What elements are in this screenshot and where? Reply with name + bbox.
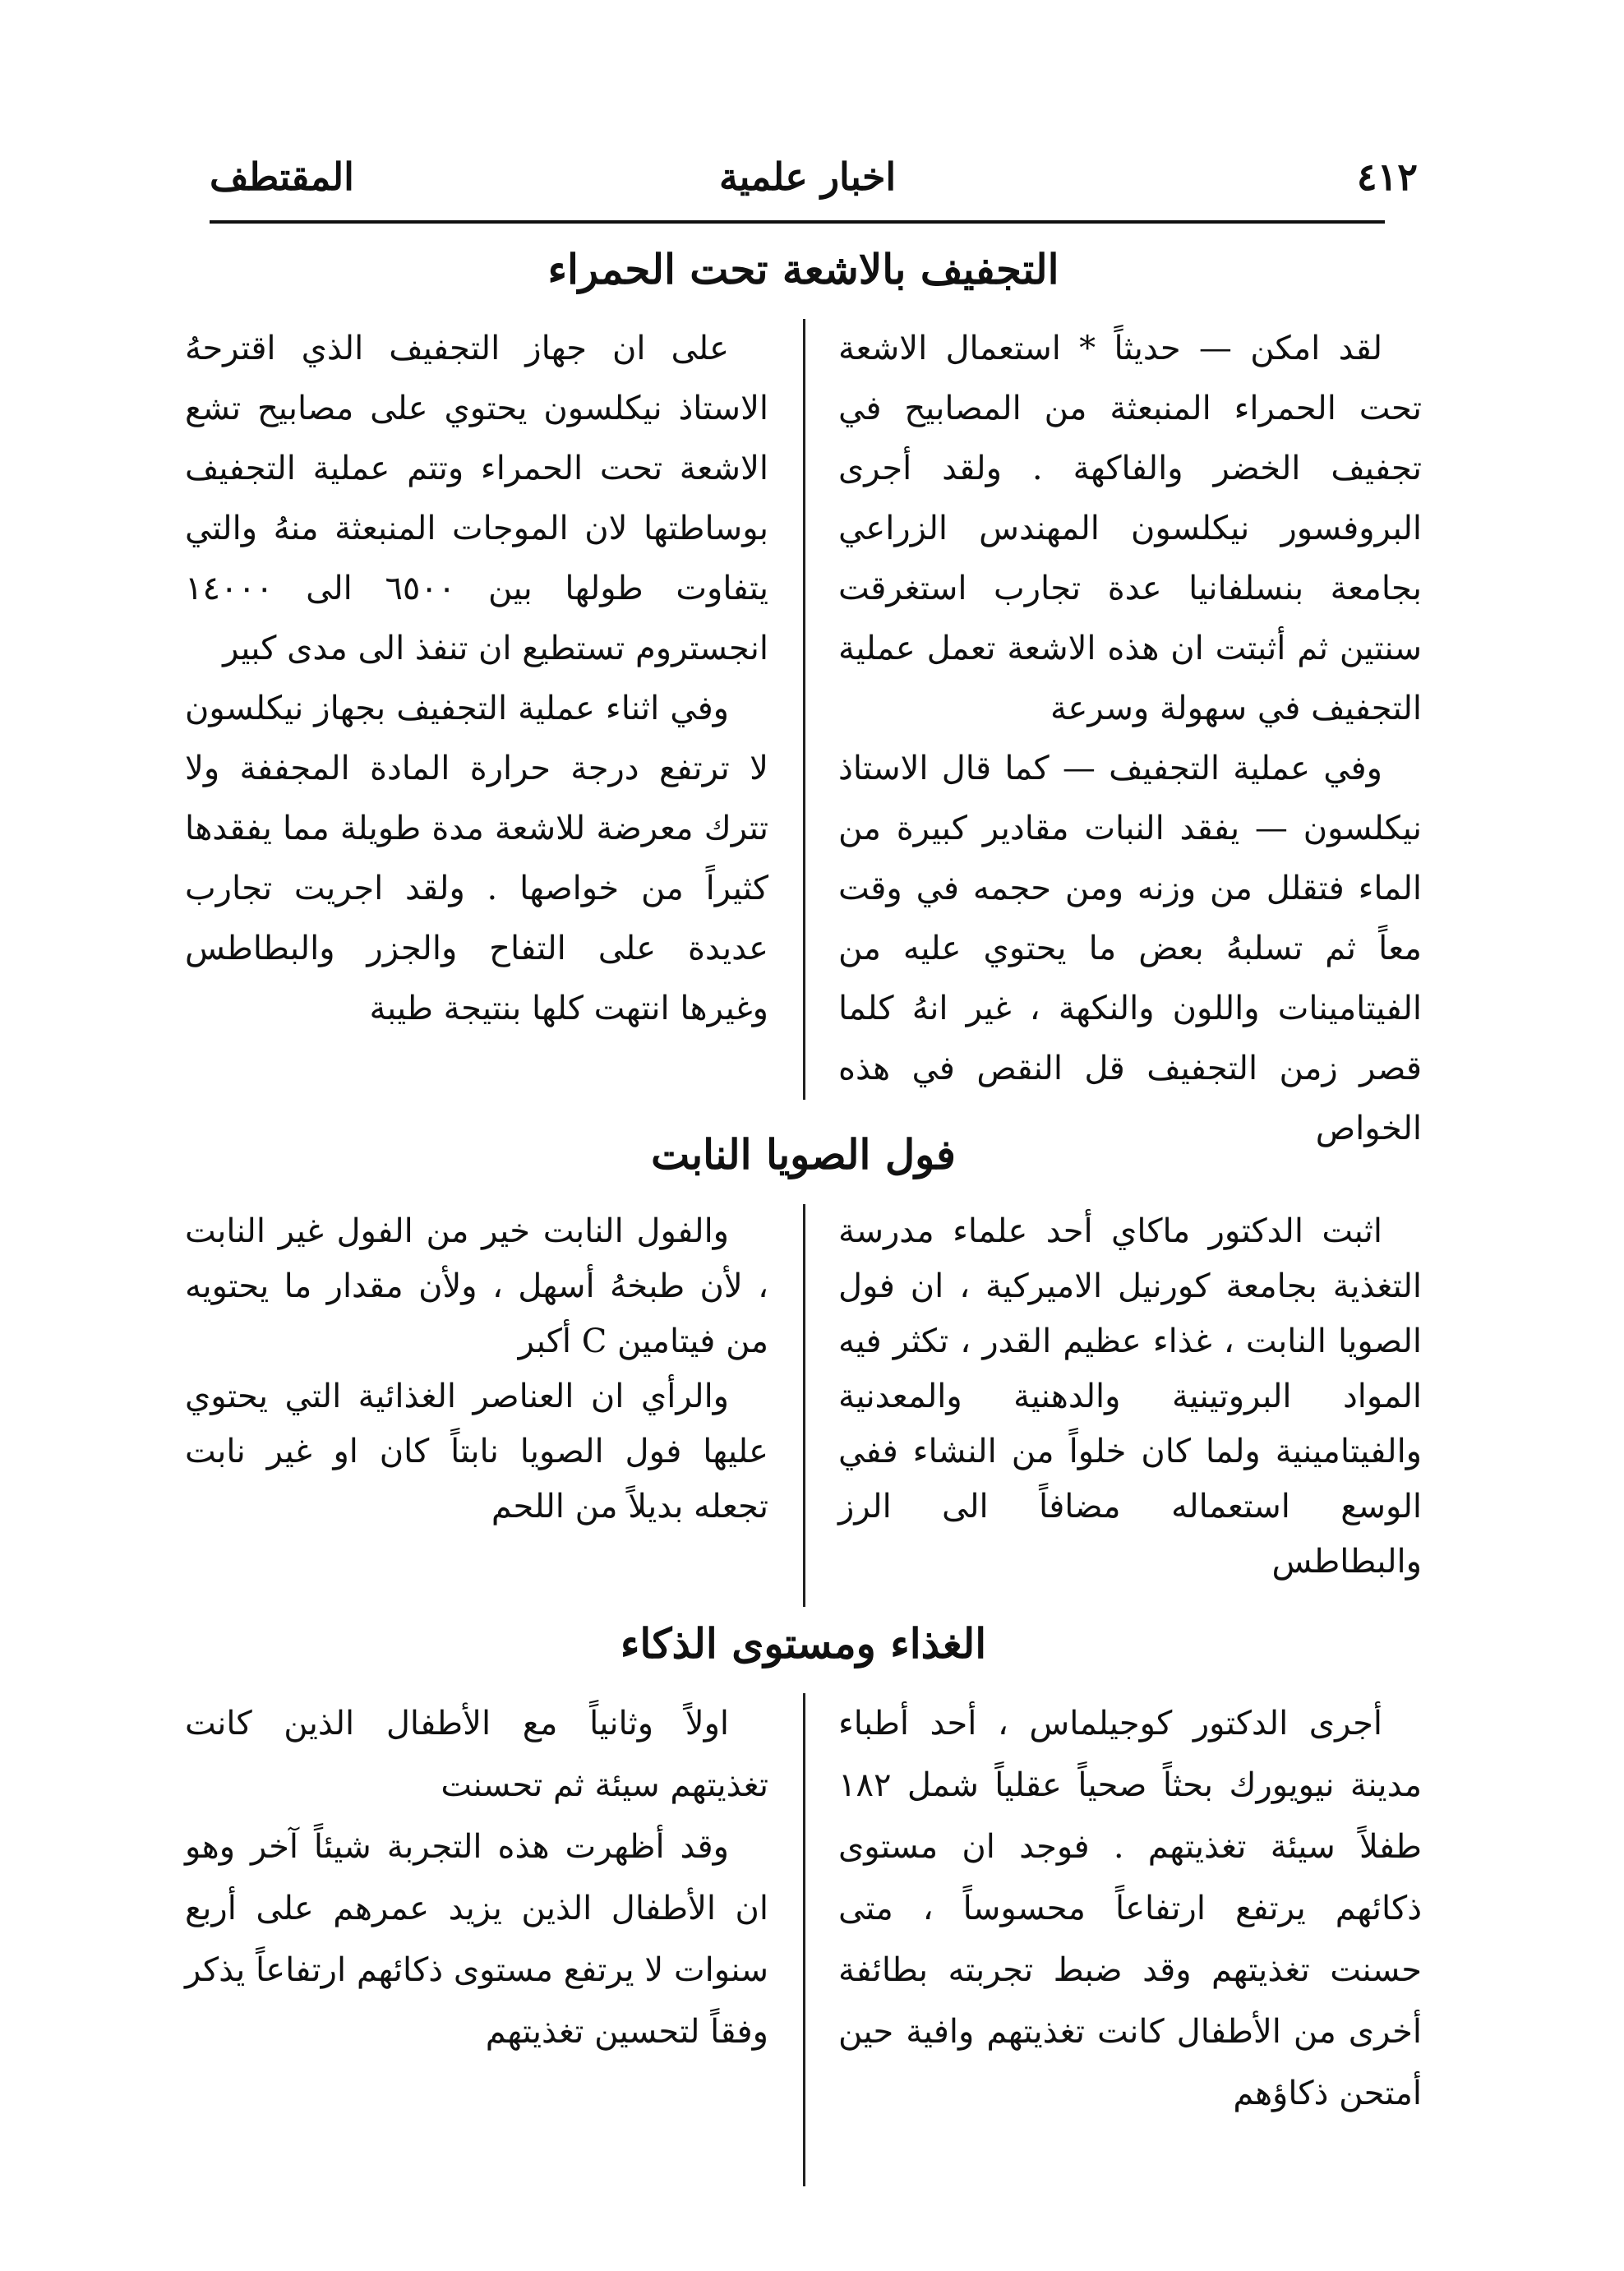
article-title: التجفيف بالاشعة تحت الحمراء (547, 245, 1059, 293)
column-divider (803, 1693, 805, 2186)
paragraph: وفي اثناء عملية التجفيف بجهاز نيكلسون لا ترتفع درجة حرارة المادة المجففة ولا تترك معرضة للاشعة مدة طويلة مما يفقدها كثيراً من خواصها . ولقد اجريت تجارب عديدة على التفاح والجزر والبطاطس وغيرها انتهت كلها بنتيجة طيبة (185, 690, 768, 1027)
paragraph: والرأي ان العناصر الغذائية التي يحتوي عليها فول الصويا نابتاً كان او غير نابت تجعله بديلاً من اللحم (185, 1378, 768, 1526)
article-food-and-intelligence (185, 1611, 1422, 2112)
page-number: ٤١٢ (1356, 155, 1418, 199)
article-sprouted-soybeans (185, 1122, 1422, 1581)
header-divider (210, 220, 1385, 224)
section-title: اخبار علمية (719, 155, 897, 199)
left-column (185, 1693, 768, 2063)
paragraph: على ان جهاز التجفيف الذي اقترحهُ الاستاذ نيكلسون يحتوي على مصابيح تشع الاشعة تحت الحمراء وتتم عملية التجفيف بوساطتها لان الموجات المنبعثة منهُ والتي يتفاوت طولها بين ٦٥٠٠ الى ١٤٠٠٠ انجستروم تستطيع ان تنفذ الى مدى كبير (185, 330, 768, 667)
article-title: فول الصويا النابت (651, 1130, 956, 1179)
paragraph: وقد أظهرت هذه التجربة شيئاً آخر وهو ان الأطفال الذين يزيد عمرهم على أربع سنوات لا يرتفع مستوى ذكائهم ارتفاعاً يذكر وفقاً لتحسين تغذيتهم (185, 1828, 768, 2051)
journal-name: المقتطف (210, 155, 354, 199)
column-divider (803, 319, 805, 1100)
article-infrared-drying (185, 237, 1422, 1147)
right-column (838, 319, 1422, 1159)
article-columns (185, 1204, 1422, 1607)
article-title: الغذاء ومستوى الذكاء (620, 1619, 987, 1668)
right-column (838, 1204, 1422, 1590)
paragraph: لقد امكن — حديثاً * استعمال الاشعة تحت الحمراء المنبعثة من المصابيح في تجفيف الخضر والفاكهة . ولقد أجرى البروفسور نيكلسون المهندس الزراعي بجامعة بنسلفانيا عدة تجارب استغرقت سنتين ثم أثبتت ان هذه الاشعة تعمل عملية التجفيف في سهولة وسرعة (838, 330, 1422, 727)
article-columns (185, 319, 1422, 1147)
column-divider (803, 1204, 805, 1607)
right-column (838, 1693, 1422, 2125)
left-column (185, 319, 768, 1039)
paragraph: وفي عملية التجفيف — كما قال الاستاذ نيكلسون — يفقد النبات مقادير كبيرة من الماء فتقلل من وزنه ومن حجمه في وقت معاً ثم تسلبهُ بعض ما يحتوي عليه من الفيتامينات واللون والنكهة ، غير انهُ كلما قصر زمن التجفيف قل النقص في هذه الخواص (838, 750, 1422, 1147)
article-columns (185, 1693, 1422, 2219)
paragraph: أجرى الدكتور كوجيلماس ، أحد أطباء مدينة نيويورك بحثاً صحياً عقلياً شمل ١٨٢ طفلاً سيئة تغذيتهم . فوجد ان مستوى ذكائهم يرتفع ارتفاعاً محسوساً ، متى حسنت تغذيتهم وقد ضبط تجربته بطائفة أخرى من الأطفال كانت تغذيتهم وافية حين أمتحن ذكاؤهم (838, 1705, 1422, 2112)
paragraph: اولاً وثانياً مع الأطفال الذين كانت تغذيتهم سيئة ثم تحسنت (185, 1705, 768, 1804)
paragraph: والفول النابت خير من الفول غير النابت ، لأن طبخهُ أسهل ، ولأن مقدار ما يحتويه من فيتامين C أكبر (185, 1212, 768, 1360)
running-header (210, 140, 1418, 214)
paragraph: اثبت الدكتور ماكاي أحد علماء مدرسة التغذية بجامعة كورنيل الاميركية ، ان فول الصويا النابت ، غذاء عظيم القدر ، تكثر فيه المواد البروتينية والدهنية والمعدنية والفيتامينية ولما كان خلواً من النشاء ففي الوسع استعماله مضافاً الى الرز والبطاطس (838, 1212, 1422, 1581)
left-column (185, 1204, 768, 1535)
